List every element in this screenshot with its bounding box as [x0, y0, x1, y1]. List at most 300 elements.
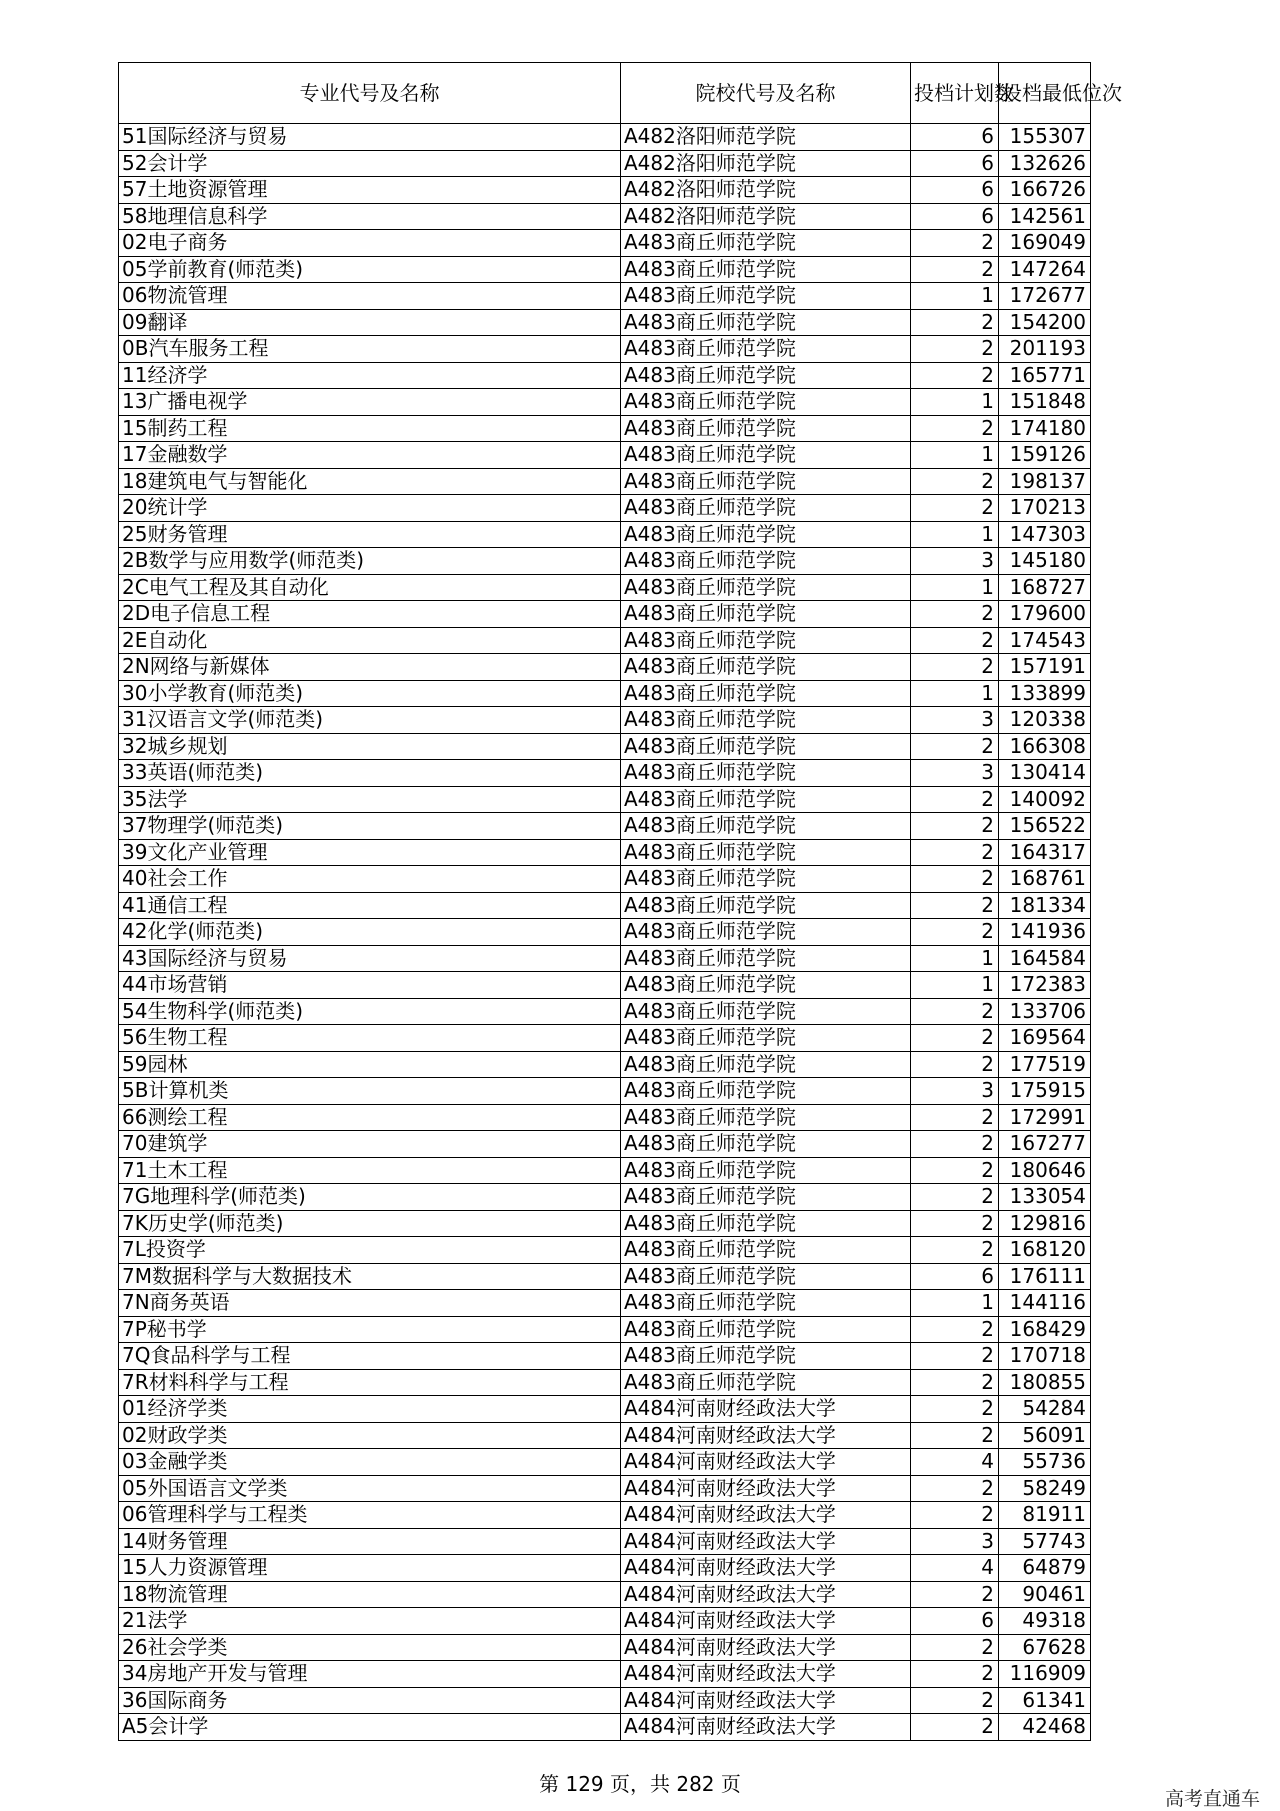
table-row: [119, 283, 1091, 310]
cell-min-rank: 132626: [999, 150, 1091, 177]
cell-plan-count: 2: [911, 1051, 999, 1078]
cell-major: 2B数学与应用数学(师范类): [119, 548, 621, 575]
table-row: [119, 627, 1091, 654]
cell-college: A483商丘师范学院: [621, 1263, 911, 1290]
cell-college: A483商丘师范学院: [621, 866, 911, 893]
cell-major: 34房地产开发与管理: [119, 1661, 621, 1688]
cell-plan-count: 2: [911, 1316, 999, 1343]
cell-college: A484河南财经政法大学: [621, 1422, 911, 1449]
cell-major: 7M数据科学与大数据技术: [119, 1263, 621, 1290]
cell-min-rank: 58249: [999, 1475, 1091, 1502]
cell-major: 30小学教育(师范类): [119, 680, 621, 707]
cell-min-rank: 164317: [999, 839, 1091, 866]
cell-plan-count: 2: [911, 998, 999, 1025]
header-major: 专业代号及名称: [119, 63, 621, 124]
cell-college: A483商丘师范学院: [621, 336, 911, 363]
cell-min-rank: 172383: [999, 972, 1091, 999]
table-row: [119, 1449, 1091, 1476]
cell-min-rank: 116909: [999, 1661, 1091, 1688]
cell-college: A483商丘师范学院: [621, 415, 911, 442]
cell-major: 35法学: [119, 786, 621, 813]
cell-plan-count: 1: [911, 945, 999, 972]
cell-major: 11经济学: [119, 362, 621, 389]
cell-college: A483商丘师范学院: [621, 760, 911, 787]
cell-major: 7N商务英语: [119, 1290, 621, 1317]
cell-major: 15制药工程: [119, 415, 621, 442]
cell-major: 31汉语言文学(师范类): [119, 707, 621, 734]
cell-major: 03金融学类: [119, 1449, 621, 1476]
table-row: [119, 1714, 1091, 1741]
table-row: [119, 760, 1091, 787]
cell-major: 02财政学类: [119, 1422, 621, 1449]
cell-plan-count: 2: [911, 866, 999, 893]
table-header-row: [119, 63, 1091, 124]
cell-college: A483商丘师范学院: [621, 1104, 911, 1131]
cell-plan-count: 3: [911, 707, 999, 734]
cell-college: A483商丘师范学院: [621, 601, 911, 628]
cell-college: A484河南财经政法大学: [621, 1396, 911, 1423]
cell-plan-count: 3: [911, 548, 999, 575]
cell-min-rank: 168429: [999, 1316, 1091, 1343]
table-row: [119, 309, 1091, 336]
cell-plan-count: 2: [911, 919, 999, 946]
cell-plan-count: 2: [911, 1581, 999, 1608]
cell-college: A482洛阳师范学院: [621, 150, 911, 177]
cell-major: 57土地资源管理: [119, 177, 621, 204]
cell-major: 36国际商务: [119, 1687, 621, 1714]
cell-min-rank: 174180: [999, 415, 1091, 442]
cell-plan-count: 2: [911, 362, 999, 389]
cell-plan-count: 2: [911, 654, 999, 681]
cell-min-rank: 61341: [999, 1687, 1091, 1714]
cell-major: 40社会工作: [119, 866, 621, 893]
cell-college: A483商丘师范学院: [621, 1157, 911, 1184]
cell-min-rank: 168761: [999, 866, 1091, 893]
table-row: [119, 998, 1091, 1025]
cell-min-rank: 168120: [999, 1237, 1091, 1264]
cell-plan-count: 3: [911, 1078, 999, 1105]
cell-plan-count: 2: [911, 309, 999, 336]
cell-min-rank: 120338: [999, 707, 1091, 734]
cell-plan-count: 2: [911, 1422, 999, 1449]
cell-college: A483商丘师范学院: [621, 230, 911, 257]
cell-college: A483商丘师范学院: [621, 998, 911, 1025]
cell-min-rank: 147264: [999, 256, 1091, 283]
cell-min-rank: 201193: [999, 336, 1091, 363]
cell-major: 26社会学类: [119, 1634, 621, 1661]
cell-college: A484河南财经政法大学: [621, 1634, 911, 1661]
cell-college: A483商丘师范学院: [621, 1237, 911, 1264]
table-row: [119, 786, 1091, 813]
cell-min-rank: 57743: [999, 1528, 1091, 1555]
cell-min-rank: 67628: [999, 1634, 1091, 1661]
cell-college: A484河南财经政法大学: [621, 1714, 911, 1741]
table-row: [119, 1263, 1091, 1290]
cell-plan-count: 1: [911, 680, 999, 707]
cell-min-rank: 159126: [999, 442, 1091, 469]
cell-min-rank: 165771: [999, 362, 1091, 389]
cell-college: A482洛阳师范学院: [621, 203, 911, 230]
cell-plan-count: 2: [911, 1104, 999, 1131]
table-row: [119, 521, 1091, 548]
cell-college: A483商丘师范学院: [621, 680, 911, 707]
cell-major: 15人力资源管理: [119, 1555, 621, 1582]
cell-min-rank: 140092: [999, 786, 1091, 813]
cell-major: 13广播电视学: [119, 389, 621, 416]
cell-major: 5B计算机类: [119, 1078, 621, 1105]
cell-plan-count: 1: [911, 972, 999, 999]
cell-major: 2D电子信息工程: [119, 601, 621, 628]
cell-min-rank: 166726: [999, 177, 1091, 204]
table-row: [119, 1555, 1091, 1582]
cell-min-rank: 169049: [999, 230, 1091, 257]
table-row: [119, 1634, 1091, 1661]
cell-plan-count: 6: [911, 177, 999, 204]
cell-college: A483商丘师范学院: [621, 256, 911, 283]
cell-college: A483商丘师范学院: [621, 627, 911, 654]
cell-major: 06管理科学与工程类: [119, 1502, 621, 1529]
cell-min-rank: 54284: [999, 1396, 1091, 1423]
cell-college: A483商丘师范学院: [621, 283, 911, 310]
cell-college: A484河南财经政法大学: [621, 1528, 911, 1555]
brand-watermark: 高考直通车: [1164, 1788, 1260, 1810]
cell-major: 01经济学类: [119, 1396, 621, 1423]
cell-college: A483商丘师范学院: [621, 1290, 911, 1317]
table-row: [119, 1157, 1091, 1184]
cell-college: A483商丘师范学院: [621, 945, 911, 972]
cell-min-rank: 81911: [999, 1502, 1091, 1529]
cell-college: A483商丘师范学院: [621, 521, 911, 548]
cell-major: 2N网络与新媒体: [119, 654, 621, 681]
cell-min-rank: 133706: [999, 998, 1091, 1025]
table-row: [119, 442, 1091, 469]
table-row: [119, 813, 1091, 840]
cell-college: A482洛阳师范学院: [621, 124, 911, 151]
table-row: [119, 1396, 1091, 1423]
table-row: [119, 892, 1091, 919]
cell-plan-count: 1: [911, 521, 999, 548]
cell-major: 7R材料科学与工程: [119, 1369, 621, 1396]
cell-plan-count: 2: [911, 495, 999, 522]
cell-college: A483商丘师范学院: [621, 972, 911, 999]
cell-min-rank: 156522: [999, 813, 1091, 840]
cell-plan-count: 2: [911, 256, 999, 283]
cell-plan-count: 6: [911, 150, 999, 177]
cell-college: A482洛阳师范学院: [621, 177, 911, 204]
cell-plan-count: 2: [911, 230, 999, 257]
cell-min-rank: 42468: [999, 1714, 1091, 1741]
cell-major: 33英语(师范类): [119, 760, 621, 787]
table-row: [119, 1422, 1091, 1449]
cell-major: 25财务管理: [119, 521, 621, 548]
table-row: [119, 336, 1091, 363]
cell-min-rank: 90461: [999, 1581, 1091, 1608]
cell-college: A483商丘师范学院: [621, 1025, 911, 1052]
cell-major: 02电子商务: [119, 230, 621, 257]
cell-plan-count: 2: [911, 733, 999, 760]
cell-plan-count: 2: [911, 1475, 999, 1502]
cell-major: 7P秘书学: [119, 1316, 621, 1343]
cell-major: 20统计学: [119, 495, 621, 522]
cell-college: A483商丘师范学院: [621, 495, 911, 522]
cell-college: A483商丘师范学院: [621, 362, 911, 389]
table-row: [119, 1184, 1091, 1211]
cell-college: A483商丘师范学院: [621, 548, 911, 575]
cell-major: 14财务管理: [119, 1528, 621, 1555]
cell-min-rank: 144116: [999, 1290, 1091, 1317]
cell-college: A483商丘师范学院: [621, 919, 911, 946]
cell-major: 05学前教育(师范类): [119, 256, 621, 283]
cell-plan-count: 2: [911, 336, 999, 363]
table-row: [119, 654, 1091, 681]
cell-major: 70建筑学: [119, 1131, 621, 1158]
table-row: [119, 415, 1091, 442]
cell-min-rank: 142561: [999, 203, 1091, 230]
cell-min-rank: 172677: [999, 283, 1091, 310]
cell-min-rank: 168727: [999, 574, 1091, 601]
cell-min-rank: 49318: [999, 1608, 1091, 1635]
cell-plan-count: 1: [911, 442, 999, 469]
cell-plan-count: 2: [911, 786, 999, 813]
cell-major: 56生物工程: [119, 1025, 621, 1052]
table-row: [119, 203, 1091, 230]
table-row: [119, 1290, 1091, 1317]
cell-min-rank: 141936: [999, 919, 1091, 946]
table-row: [119, 150, 1091, 177]
cell-major: 18物流管理: [119, 1581, 621, 1608]
cell-min-rank: 180646: [999, 1157, 1091, 1184]
table-row: [119, 680, 1091, 707]
cell-major: 51国际经济与贸易: [119, 124, 621, 151]
cell-min-rank: 174543: [999, 627, 1091, 654]
table-row: [119, 1131, 1091, 1158]
cell-plan-count: 2: [911, 1396, 999, 1423]
cell-min-rank: 167277: [999, 1131, 1091, 1158]
cell-plan-count: 3: [911, 1528, 999, 1555]
cell-min-rank: 56091: [999, 1422, 1091, 1449]
cell-major: 06物流管理: [119, 283, 621, 310]
cell-plan-count: 1: [911, 1290, 999, 1317]
cell-major: 41通信工程: [119, 892, 621, 919]
cell-college: A484河南财经政法大学: [621, 1687, 911, 1714]
table-row: [119, 1051, 1091, 1078]
cell-plan-count: 6: [911, 203, 999, 230]
table-row: [119, 1528, 1091, 1555]
table-row: [119, 866, 1091, 893]
table-row: [119, 1104, 1091, 1131]
cell-plan-count: 2: [911, 1661, 999, 1688]
cell-plan-count: 2: [911, 627, 999, 654]
header-min-rank: 投档最低位次: [999, 63, 1091, 124]
table-row: [119, 945, 1091, 972]
cell-plan-count: 1: [911, 574, 999, 601]
cell-min-rank: 198137: [999, 468, 1091, 495]
cell-min-rank: 170718: [999, 1343, 1091, 1370]
cell-plan-count: 2: [911, 839, 999, 866]
cell-college: A484河南财经政法大学: [621, 1502, 911, 1529]
cell-major: 42化学(师范类): [119, 919, 621, 946]
cell-min-rank: 55736: [999, 1449, 1091, 1476]
cell-college: A483商丘师范学院: [621, 707, 911, 734]
cell-min-rank: 157191: [999, 654, 1091, 681]
cell-plan-count: 2: [911, 601, 999, 628]
table-row: [119, 1237, 1091, 1264]
cell-college: A483商丘师范学院: [621, 839, 911, 866]
cell-min-rank: 164584: [999, 945, 1091, 972]
cell-college: A483商丘师范学院: [621, 1369, 911, 1396]
cell-plan-count: 2: [911, 1237, 999, 1264]
table-row: [119, 124, 1091, 151]
cell-min-rank: 151848: [999, 389, 1091, 416]
cell-plan-count: 4: [911, 1449, 999, 1476]
cell-plan-count: 2: [911, 1634, 999, 1661]
cell-min-rank: 145180: [999, 548, 1091, 575]
cell-major: 7Q食品科学与工程: [119, 1343, 621, 1370]
cell-major: 2E自动化: [119, 627, 621, 654]
cell-major: 37物理学(师范类): [119, 813, 621, 840]
cell-plan-count: 3: [911, 760, 999, 787]
table-row: [119, 1369, 1091, 1396]
cell-college: A483商丘师范学院: [621, 892, 911, 919]
cell-major: 71土木工程: [119, 1157, 621, 1184]
cell-major: 2C电气工程及其自动化: [119, 574, 621, 601]
cell-college: A483商丘师范学院: [621, 442, 911, 469]
cell-college: A483商丘师范学院: [621, 309, 911, 336]
cell-major: 32城乡规划: [119, 733, 621, 760]
cell-college: A483商丘师范学院: [621, 574, 911, 601]
table-row: [119, 1025, 1091, 1052]
table-row: [119, 1608, 1091, 1635]
table-row: [119, 495, 1091, 522]
table-row: [119, 1316, 1091, 1343]
table-row: [119, 707, 1091, 734]
cell-min-rank: 181334: [999, 892, 1091, 919]
cell-min-rank: 166308: [999, 733, 1091, 760]
cell-college: A484河南财经政法大学: [621, 1555, 911, 1582]
table-row: [119, 1078, 1091, 1105]
cell-major: 7G地理科学(师范类): [119, 1184, 621, 1211]
cell-college: A483商丘师范学院: [621, 1343, 911, 1370]
cell-major: A5会计学: [119, 1714, 621, 1741]
cell-major: 66测绘工程: [119, 1104, 621, 1131]
cell-plan-count: 1: [911, 389, 999, 416]
cell-plan-count: 2: [911, 415, 999, 442]
cell-min-rank: 175915: [999, 1078, 1091, 1105]
cell-major: 52会计学: [119, 150, 621, 177]
cell-college: A483商丘师范学院: [621, 786, 911, 813]
cell-plan-count: 2: [911, 1502, 999, 1529]
cell-plan-count: 6: [911, 1608, 999, 1635]
cell-plan-count: 1: [911, 283, 999, 310]
cell-college: A484河南财经政法大学: [621, 1475, 911, 1502]
cell-plan-count: 2: [911, 1157, 999, 1184]
cell-college: A483商丘师范学院: [621, 654, 911, 681]
table-row: [119, 1687, 1091, 1714]
cell-college: A484河南财经政法大学: [621, 1449, 911, 1476]
cell-college: A483商丘师范学院: [621, 1210, 911, 1237]
cell-major: 0B汽车服务工程: [119, 336, 621, 363]
table-row: [119, 839, 1091, 866]
table-row: [119, 574, 1091, 601]
cell-plan-count: 2: [911, 1369, 999, 1396]
table-row: [119, 389, 1091, 416]
table-row: [119, 1475, 1091, 1502]
cell-min-rank: 133899: [999, 680, 1091, 707]
cell-major: 05外国语言文学类: [119, 1475, 621, 1502]
cell-plan-count: 2: [911, 892, 999, 919]
page-number: 第 129 页，共 282 页: [539, 1772, 741, 1796]
cell-major: 21法学: [119, 1608, 621, 1635]
cell-major: 43国际经济与贸易: [119, 945, 621, 972]
cell-college: A484河南财经政法大学: [621, 1581, 911, 1608]
cell-min-rank: 179600: [999, 601, 1091, 628]
table-row: [119, 1502, 1091, 1529]
cell-college: A483商丘师范学院: [621, 1316, 911, 1343]
table-row: [119, 1661, 1091, 1688]
table-row: [119, 362, 1091, 389]
cell-major: 17金融数学: [119, 442, 621, 469]
table-row: [119, 256, 1091, 283]
cell-min-rank: 176111: [999, 1263, 1091, 1290]
cell-major: 59园林: [119, 1051, 621, 1078]
table-row: [119, 468, 1091, 495]
cell-major: 7K历史学(师范类): [119, 1210, 621, 1237]
cell-plan-count: 2: [911, 1131, 999, 1158]
table-row: [119, 1210, 1091, 1237]
header-college: 院校代号及名称: [621, 63, 911, 124]
cell-plan-count: 2: [911, 1343, 999, 1370]
cell-min-rank: 147303: [999, 521, 1091, 548]
table-row: [119, 601, 1091, 628]
cell-major: 7L投资学: [119, 1237, 621, 1264]
table-row: [119, 177, 1091, 204]
cell-plan-count: 2: [911, 1025, 999, 1052]
cell-min-rank: 154200: [999, 309, 1091, 336]
cell-major: 58地理信息科学: [119, 203, 621, 230]
cell-min-rank: 130414: [999, 760, 1091, 787]
cell-min-rank: 64879: [999, 1555, 1091, 1582]
table-body: [119, 124, 1091, 1741]
cell-college: A483商丘师范学院: [621, 1078, 911, 1105]
cell-major: 44市场营销: [119, 972, 621, 999]
cell-major: 54生物科学(师范类): [119, 998, 621, 1025]
cell-min-rank: 129816: [999, 1210, 1091, 1237]
cell-min-rank: 177519: [999, 1051, 1091, 1078]
cell-college: A483商丘师范学院: [621, 733, 911, 760]
cell-plan-count: 2: [911, 1687, 999, 1714]
cell-college: A483商丘师范学院: [621, 813, 911, 840]
cell-plan-count: 2: [911, 813, 999, 840]
cell-college: A483商丘师范学院: [621, 1051, 911, 1078]
cell-plan-count: 6: [911, 1263, 999, 1290]
cell-major: 39文化产业管理: [119, 839, 621, 866]
cell-plan-count: 2: [911, 1184, 999, 1211]
table-row: [119, 230, 1091, 257]
cell-college: A484河南财经政法大学: [621, 1661, 911, 1688]
cell-major: 09翻译: [119, 309, 621, 336]
table-row: [119, 733, 1091, 760]
cell-college: A483商丘师范学院: [621, 1184, 911, 1211]
cell-min-rank: 133054: [999, 1184, 1091, 1211]
cell-min-rank: 169564: [999, 1025, 1091, 1052]
admission-table: [118, 62, 1122, 1741]
cell-min-rank: 155307: [999, 124, 1091, 151]
table-row: [119, 1343, 1091, 1370]
cell-major: 18建筑电气与智能化: [119, 468, 621, 495]
cell-plan-count: 6: [911, 124, 999, 151]
cell-min-rank: 172991: [999, 1104, 1091, 1131]
cell-college: A484河南财经政法大学: [621, 1608, 911, 1635]
